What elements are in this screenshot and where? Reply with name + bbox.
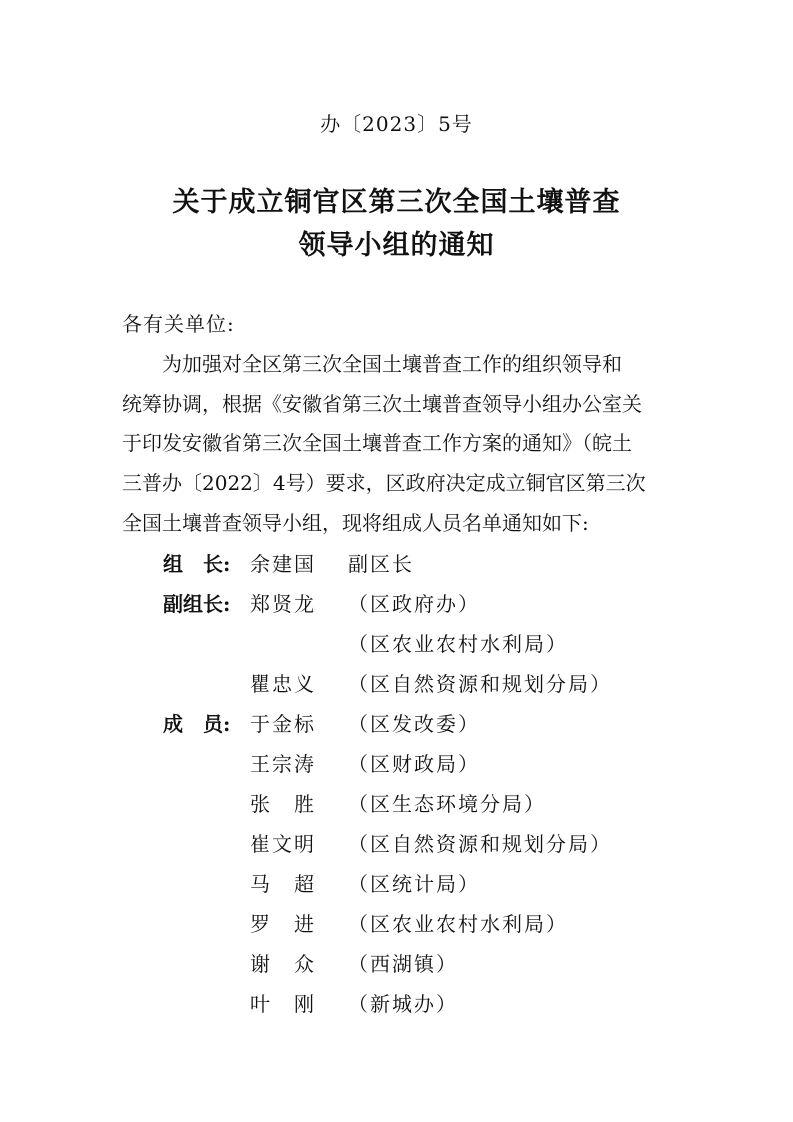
member-unit: （区发改委） (348, 712, 480, 736)
member-name: 叶 刚 (250, 992, 316, 1016)
body-line: 为加强对全区第三次全国土壤普查工作的组织领导和 (122, 352, 622, 376)
body-line: 于印发安徽省第三次全国土壤普查工作方案的通知》（皖土 (122, 431, 632, 455)
member-name: 谢 众 (250, 952, 316, 976)
member-unit: （区农业农村水利局） (348, 912, 568, 936)
deputy-role-label: 副组长: (163, 592, 231, 616)
salutation: 各有关单位: (122, 312, 235, 336)
member-name: 崔文明 (250, 832, 316, 856)
member-name: 王宗涛 (250, 752, 316, 776)
member-name: 于金标 (250, 712, 316, 736)
member-unit: （区生态环境分局） (348, 792, 546, 816)
deputy-name: 郑贤龙 (250, 592, 316, 616)
document-title-line-2: 领导小组的通知 (298, 230, 495, 261)
leader-title: 副区长 (348, 552, 414, 576)
leader-name: 余建国 (250, 552, 316, 576)
deputy-name: 瞿忠义 (250, 672, 316, 696)
member-role-label: 成 员: (163, 712, 231, 736)
member-unit: （区财政局） (348, 752, 480, 776)
member-unit: （西湖镇） (348, 952, 458, 976)
member-name: 张 胜 (250, 792, 316, 816)
member-unit: （新城办） (348, 992, 458, 1016)
document-number: 办〔2023〕5号 (320, 112, 473, 136)
document-title-line-1: 关于成立铜官区第三次全国土壤普查 (172, 187, 621, 218)
body-line: 统筹协调，根据《安徽省第三次土壤普查领导小组办公室关 (122, 392, 642, 416)
deputy-unit: （区农业农村水利局） (348, 632, 568, 656)
member-name: 罗 进 (250, 912, 316, 936)
member-unit: （区自然资源和规划分局） (348, 832, 612, 856)
deputy-unit: （区自然资源和规划分局） (348, 672, 612, 696)
member-unit: （区统计局） (348, 872, 480, 896)
member-name: 马 超 (250, 872, 316, 896)
body-line: 全国土壤普查领导小组，现将组成人员名单通知如下: (122, 511, 589, 535)
body-line: 三普办〔2022〕4号）要求，区政府决定成立铜官区第三次 (122, 471, 646, 495)
leader-role-label: 组 长: (163, 552, 231, 576)
deputy-unit: （区政府办） (348, 592, 480, 616)
